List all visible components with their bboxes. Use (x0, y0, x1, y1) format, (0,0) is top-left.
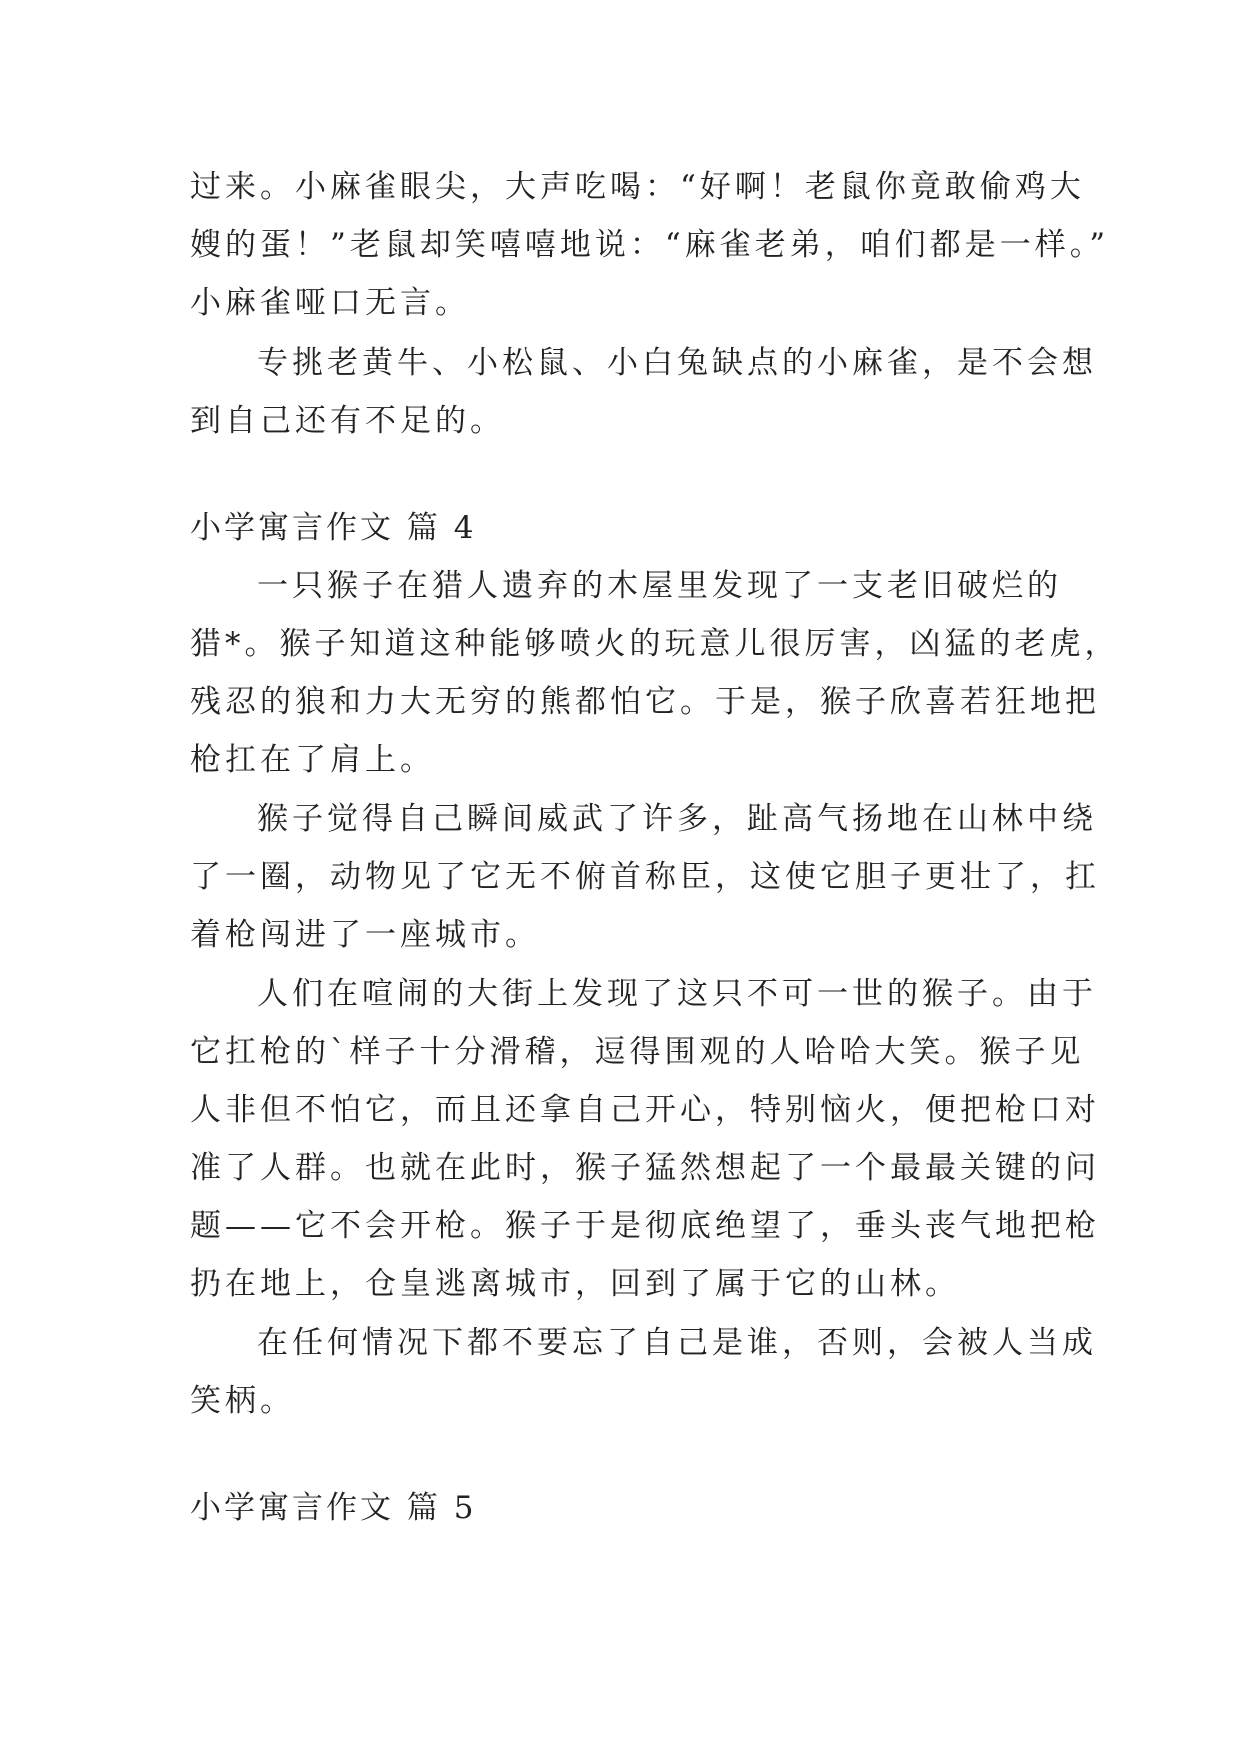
paragraph-line: 过来。小麻雀眼尖，大声吃喝：“好啊！老鼠你竟敢偷鸡大 (190, 169, 1085, 205)
paragraph-line: 小麻雀哑口无言。 (190, 285, 470, 321)
paragraph-line: 笑柄。 (190, 1383, 295, 1419)
paragraph-line: 一只猴子在猎人遗弃的木屋里发现了一支老旧破烂的 (257, 568, 1062, 604)
paragraph-line: 嫂的蛋！”老鼠却笑嘻嘻地说：“麻雀老弟，咱们都是一样。” (190, 227, 1110, 263)
section-heading: 小学寓言作文 篇 5 (190, 1490, 477, 1526)
paragraph-line: 扔在地上，仓皇逃离城市，回到了属于它的山林。 (190, 1266, 960, 1302)
paragraph-line: 专挑老黄牛、小松鼠、小白兔缺点的小麻雀，是不会想 (257, 345, 1097, 381)
paragraph-line: 到自己还有不足的。 (190, 403, 505, 439)
paragraph-line: 人们在喧闹的大街上发现了这只不可一世的猴子。由于 (257, 976, 1097, 1012)
paragraph-line: 题——它不会开枪。猴子于是彻底绝望了，垂头丧气地把枪 (190, 1208, 1100, 1244)
paragraph-line: 准了人群。也就在此时，猴子猛然想起了一个最最关键的问 (190, 1150, 1100, 1186)
paragraph-line: 猴子觉得自己瞬间威武了许多，趾高气扬地在山林中绕 (257, 801, 1097, 837)
paragraph-line: 它扛枪的`样子十分滑稽，逗得围观的人哈哈大笑。猴子见 (190, 1034, 1085, 1070)
section-heading: 小学寓言作文 篇 4 (190, 510, 477, 546)
paragraph-line: 在任何情况下都不要忘了自己是谁，否则，会被人当成 (257, 1325, 1097, 1361)
paragraph-line: 猎*。猴子知道这种能够喷火的玩意儿很厉害，凶猛的老虎， (190, 626, 1120, 662)
paragraph-line: 残忍的狼和力大无穷的熊都怕它。于是，猴子欣喜若狂地把 (190, 684, 1100, 720)
paragraph-line: 了一圈，动物见了它无不俯首称臣，这使它胆子更壮了，扛 (190, 859, 1100, 895)
paragraph-line: 枪扛在了肩上。 (190, 742, 435, 778)
paragraph-line: 着枪闯进了一座城市。 (190, 917, 540, 953)
paragraph-line: 人非但不怕它，而且还拿自己开心，特别恼火，便把枪口对 (190, 1092, 1100, 1128)
